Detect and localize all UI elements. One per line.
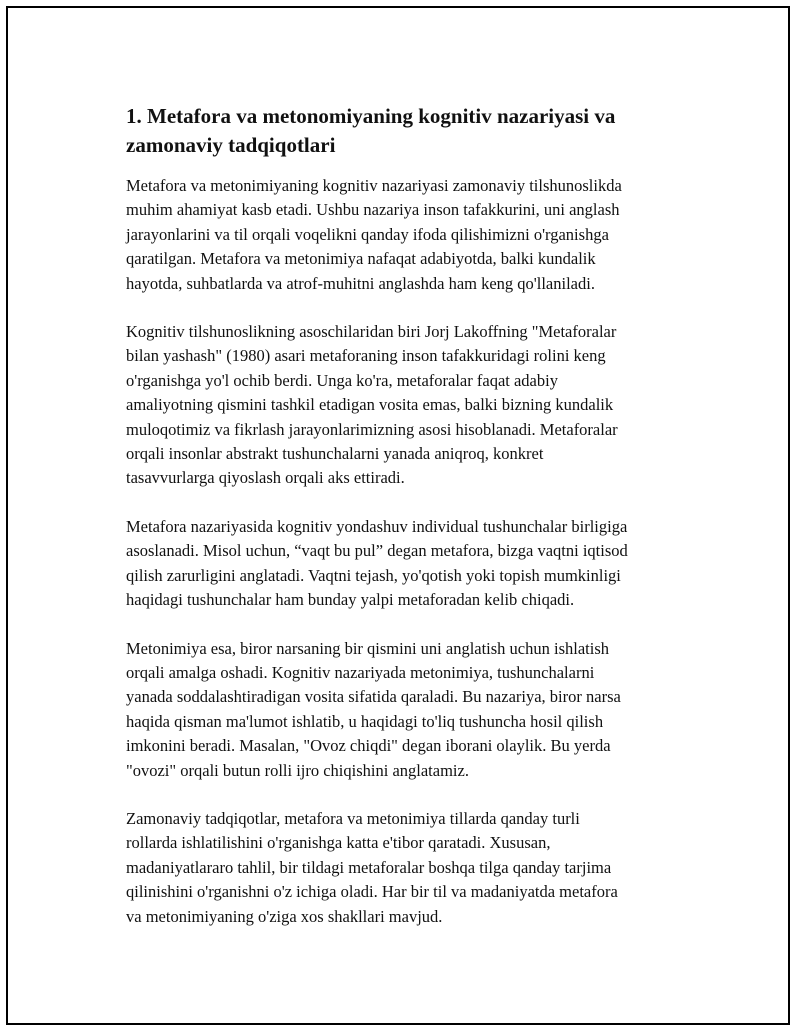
paragraph-1: Metafora va metonimiyaning kognitiv nazariyasi zamonaviy tilshunoslikda muhim ahamiyat kasb etadi. Ushbu nazariya inson tafakkurini, uni anglash jarayonlarini va til orqali voqelikni qanday ifoda qilishimizni o'rganishga qaratilgan. Metafora va metonimiya nafaqat adabiyotda, balki kundalik hayotda, suhbatlarda va atrof-muhitni anglashda ham keng qo'llaniladi. [126,176,622,293]
page-frame [6,6,790,1025]
paragraph-4: Metonimiya esa, biror narsaning bir qismini uni anglatish uchun ishlatish orqali amalga oshadi. Kognitiv nazariyada metonimiya, tushunchalarni yanada soddalashtiradigan vosita sifatida qaraladi. Bu nazariya, biror narsa haqida qisman ma'lumot ishlatib, u haqidagi to'liq tushuncha hosil qilish imkonini beradi. Masalan, "Ovoz chiqdi" degan iborani olaylik. Bu yerda "ovozi" orqali butun rolli ijro chiqishini anglatamiz. [126,638,621,780]
paragraph-5: Zamonaviy tadqiqotlar, metafora va metonimiya tillarda qanday turli rollarda ishlatilishini o'rganishga katta e'tibor qaratadi. Xususan, madaniyatlararo tahlil, bir tildagi metaforalar boshqa tilga qanday tarjima qilinishini o'rganishni o'z ichiga oladi. Har bir til va madaniyatda metafora va metonimiyaning o'ziga xos shakllari mavjud. [126,808,618,926]
section-title: 1. Metafora va metonomiyaning kognitiv nazariyasi va zamonaviy tadqiqotlari [126,104,616,157]
document-body [126,102,706,953]
paragraph-3: Metafora nazariyasida kognitiv yondashuv individual tushunchalar birligiga asoslanadi. Misol uchun, “vaqt bu pul” degan metafora, bizga vaqtni iqtisod qilish zarurligini anglatadi. Vaqtni tejash, yo'qotish yoki topish mumkinligi haqidagi tushunchalar ham bunday yalpi metaforadan kelib chiqadi. [126,516,628,610]
paragraph-2: Kognitiv tilshunoslikning asoschilaridan biri Jorj Lakoffning "Metaforalar bilan yashash" (1980) asari metaforaning inson tafakkuridagi rolini keng o'rganishga yo'l ochib berdi. Unga ko'ra, metaforalar faqat adabiy amaliyotning qismini tashkil etadigan vosita emas, balki bizning kundalik muloqotimiz va fikrlash jarayonlarimizning asosi hisoblanadi. Metaforalar orqali insonlar abstrakt tushunchalarni yanada aniqroq, konkret tasavvurlarga qiyoslash orqali aks ettiradi. [126,322,618,488]
